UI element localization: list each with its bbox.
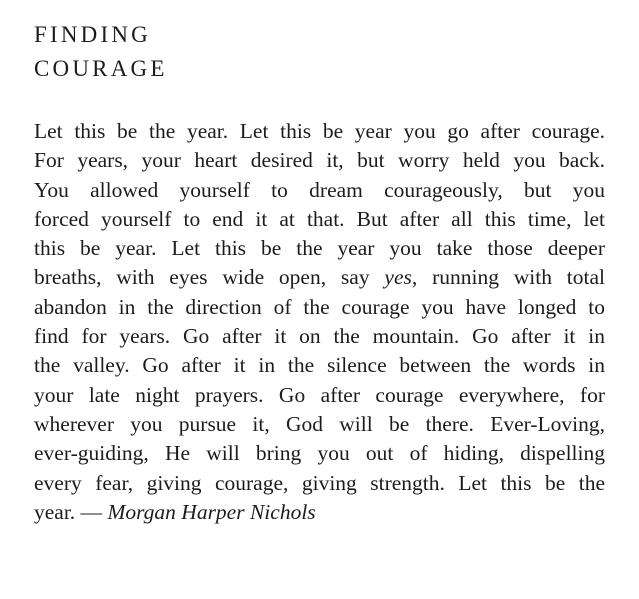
- quote-line: For years, your heart desired it, but worry held you back.: [34, 148, 605, 173]
- quote-line: breaths, with eyes wide open, say yes, running with total: [34, 265, 605, 290]
- author-name: Morgan Harper Nichols: [107, 499, 316, 524]
- quote-line: You allowed yourself to dream courageously, but you: [34, 177, 605, 202]
- quote-line: ever-guiding, He will bring you out of hiding, dispelling: [34, 441, 605, 466]
- quote-line: the valley. Go after it in the silence between the words in: [34, 353, 605, 378]
- quote-line: Let this be the year. Let this be year you go after courage.: [34, 119, 605, 143]
- quote-line: every fear, giving courage, giving strength. Let this be the: [34, 470, 605, 495]
- quote-line: your late night prayers. Go after courage everywhere, for: [34, 382, 605, 407]
- title-line-2: COURAGE: [34, 56, 168, 81]
- emphasis-yes: yes,: [384, 265, 418, 290]
- quote-body: [34, 117, 605, 527]
- quote-line: forced yourself to end it at that. But after all this time, let: [34, 206, 605, 231]
- quote-line: find for years. Go after it on the mountain. Go after it in: [34, 324, 605, 349]
- quote-line: abandon in the direction of the courage you have longed to: [34, 294, 605, 319]
- quote-line: this be year. Let this be the year you take those deeper: [34, 236, 605, 261]
- page-title: [34, 18, 168, 86]
- quote-line: wherever you pursue it, God will be there. Ever-Loving,: [34, 411, 605, 436]
- title-line-1: FINDING: [34, 22, 151, 47]
- quote-line-attribution: year. — Morgan Harper Nichols: [34, 499, 316, 524]
